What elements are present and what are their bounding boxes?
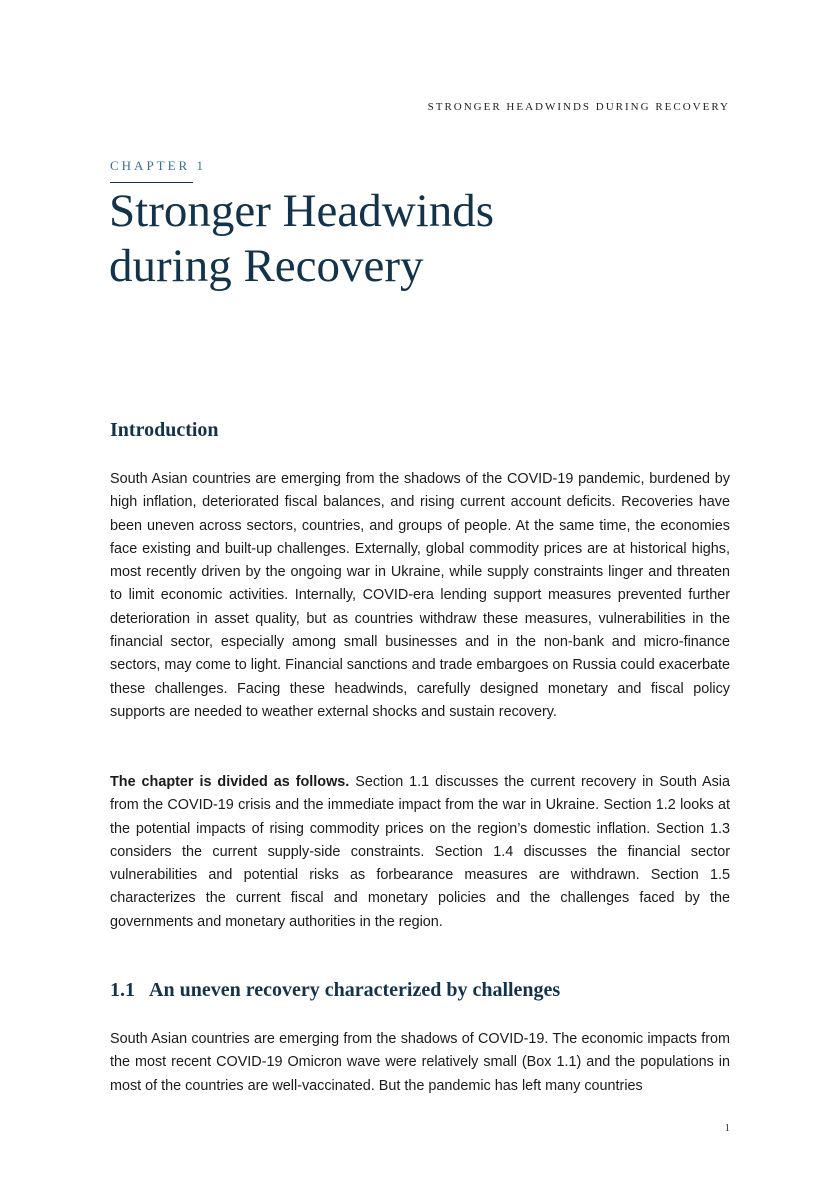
chapter-rule <box>110 182 193 183</box>
chapter-title-line-1: Stronger Headwinds <box>109 185 495 237</box>
running-head: STRONGER HEADWINDS DURING RECOVERY <box>427 101 730 113</box>
chapter-title-line-2: during Recovery <box>109 240 424 292</box>
introduction-heading: Introduction <box>110 419 219 441</box>
introduction-paragraph-2 <box>110 771 730 934</box>
section-1-1-paragraph-1: South Asian countries are emerging from the shadows of COVID-19. The economic impacts from the most recent COVID-19 Omicron wave were relatively small (Box 1.1) and the populations in most of the countries are well-vaccinated. But the pandemic has left many countries <box>110 1031 730 1094</box>
paragraph-body: Section 1.1 discusses the current recovery in South Asia from the COVID-19 crisis and the immediate impact from the war in Ukraine. Section 1.2 looks at the potential impacts of rising commodity prices on the region’s domestic inflation. Section 1.3 considers the current supply-side constraints. Section 1.4 discusses the financial sector vulnerabilities and potential risks as forbearance measures are withdrawn. Section 1.5 characterizes the current fiscal and monetary policies and the challenges faced by the governments and monetary authorities in the region. <box>110 774 730 930</box>
page-number: 1 <box>724 1122 730 1134</box>
paragraph-lead-bold: The chapter is divided as follows. <box>110 774 350 790</box>
section-title: An uneven recovery characterized by challenges <box>149 979 561 1001</box>
chapter-title <box>109 184 669 294</box>
chapter-label: CHAPTER 1 <box>110 158 206 173</box>
introduction-paragraph-1: South Asian countries are emerging from the shadows of the COVID-19 pandemic, burdened by high inflation, deteriorated fiscal balances, and rising current account deficits. Recoveries have been uneven across sectors, countries, and groups of people. At the same time, the economies face existing and built-up challenges. Externally, global commodity prices are at historical highs, most recently driven by the ongoing war in Ukraine, while supply constraints linger and threaten to limit economic activities. Internally, COVID-era lending support measures prevented further deterioration in asset quality, but as countries withdraw these measures, vulnerabilities in the financial sector, especially among small businesses and in the non-bank and micro-finance sectors, may come to light. Financial sanctions and trade embargoes on Russia could exacerbate these challenges. Facing these headwinds, carefully designed monetary and fiscal policy supports are needed to weather external shocks and sustain recovery. <box>110 471 730 720</box>
section-1-1-heading <box>110 979 560 1002</box>
section-number: 1.1 <box>110 979 135 1001</box>
